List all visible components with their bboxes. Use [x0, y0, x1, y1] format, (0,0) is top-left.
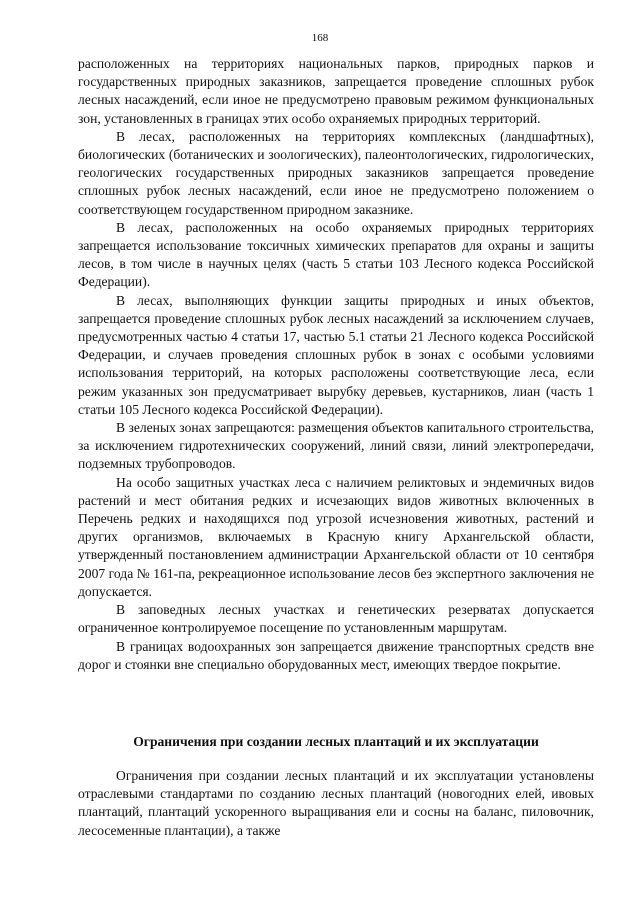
paragraph: В лесах, расположенных на особо охраняемых природных территориях запрещается использование токсичных химических препаратов для охраны и защиты лесов, в том числе в научных целях (часть 5 статьи 103 Лесного кодекса Российской Федерации).: [78, 219, 594, 290]
paragraph: Ограничения при создании лесных плантаций и их эксплуатации установлены отраслевыми стандартами по созданию лесных плантаций (новогодних елей, ивовых плантаций, плантаций ускоренного выращивания ели и сосны на баланс, пиловочник, лесосеменные плантации), а также: [78, 768, 594, 838]
body-text: [78, 55, 594, 674]
paragraph: В заповедных лесных участках и генетических резерватах допускается ограниченное контролируемое посещение по установленным маршрутам.: [78, 602, 594, 636]
paragraph: В границах водоохранных зон запрещается движение транспортных средств вне дорог и стоянки вне специально оборудованных мест, имеющих твердое покрытие.: [78, 638, 594, 672]
paragraph: В лесах, выполняющих функции защиты природных и иных объектов, запрещается проведение сплошных рубок лесных насаждений за исключением случаев, предусмотренных частью 4 статьи 17, частью 5.1 статьи 21 Лесного кодекса Российской Федерации, и случаев проведения сплошных рубок в зонах с особыми условиями использования территорий, на которых расположены соответствующие леса, если режим указанных зон предусматривает вырубку деревьев, кустарников, лиан (часть 1 статьи 105 Лесного кодекса Российской Федерации).: [78, 292, 594, 417]
page-number: 168: [311, 32, 329, 44]
paragraph: расположенных на территориях национальных парков, природных парков и государственных природных заказников, запрещается проведение сплошных рубок лесных насаждений, если иное не предусмотрено правовым режимом функциональных зон, установленных в границах этих особо охраняемых природных территорий.: [78, 56, 594, 126]
paragraph: В лесах, расположенных на территориях комплексных (ландшафтных), биологических (ботанических и зоологических), палеонтологических, гидрологических, геологических государственных природных заказников запрещается проведение сплошных рубок лесных насаждений, если иное не предусмотрено положением о соответствующем государственном природном заказнике.: [78, 128, 594, 217]
paragraph: В зеленых зонах запрещаются: размещения объектов капитального строительства, за исключением гидротехнических сооружений, линий связи, линий электропередачи, подземных трубопроводов.: [78, 420, 594, 472]
paragraph: На особо защитных участках леса с наличием реликтовых и эндемичных видов растений и мест обитания редких и исчезающих видов животных включенных в Перечень редких и находящихся под угрозой исчезновения животных, растений и других организмов, включаемых в Красную книгу Архангельской области, утвержденный постановлением администрации Архангельской области от 10 сентября 2007 года № 161-па, рекреационное использование лесов без экспертного заключения не допускается.: [78, 474, 594, 599]
section-heading: Ограничения при создании лесных плантаций и их эксплуатации: [133, 734, 539, 749]
body-text-continued: [78, 767, 594, 840]
